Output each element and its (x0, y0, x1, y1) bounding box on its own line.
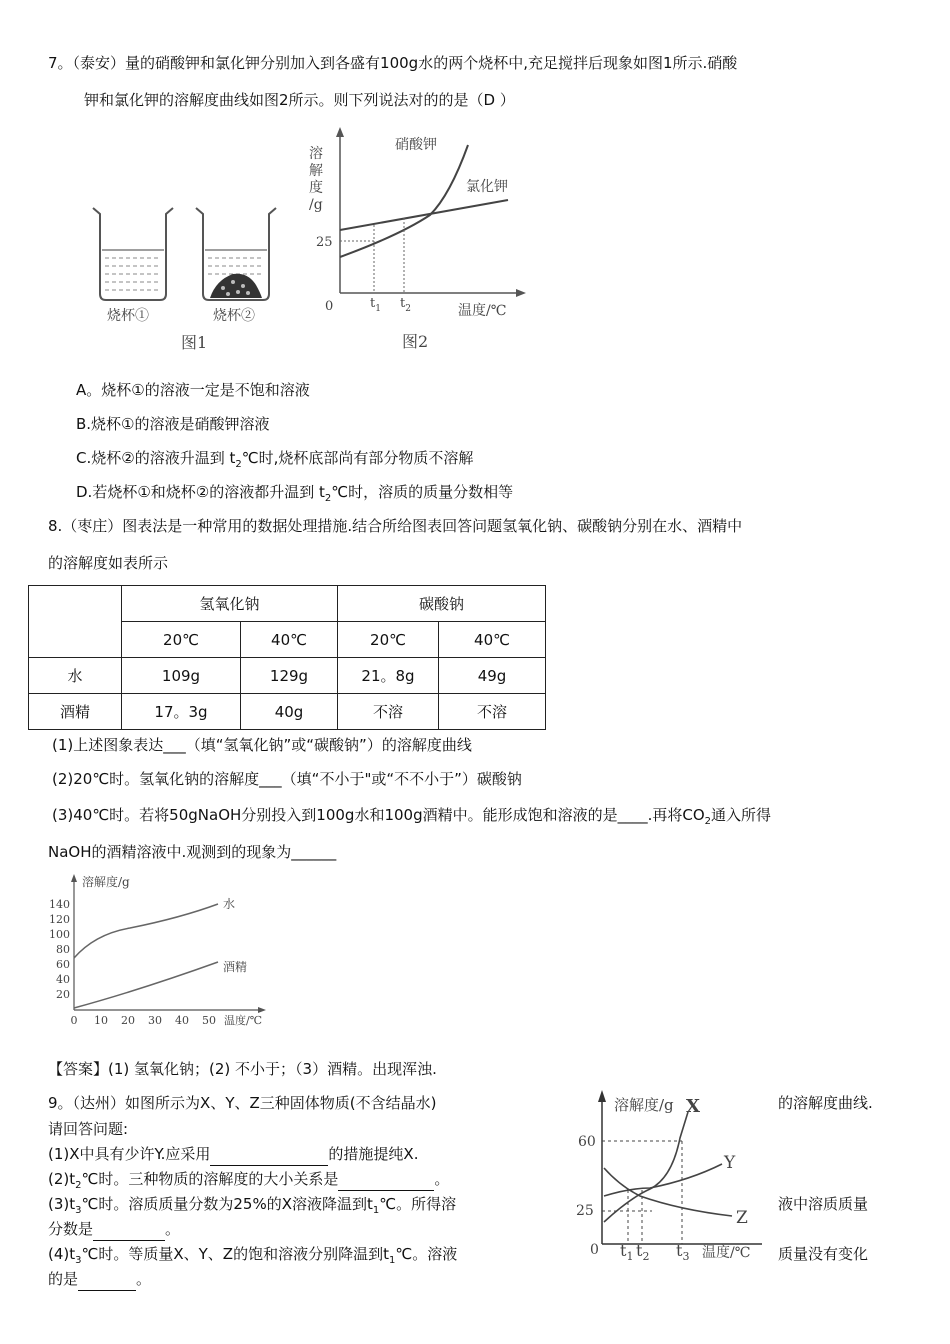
q7-option-a: A。烧杯①的溶液一定是不饱和溶液 (76, 381, 310, 399)
table-cell: 40g (241, 694, 338, 730)
figure2-caption: 图2 (402, 332, 429, 351)
q8-sub-question-2: (2)20℃时。氢氧化钠的溶解度___（填“不小于"或“不不小于”）碳酸钠 (52, 770, 522, 788)
beaker-2-label: 烧杯② (213, 308, 255, 324)
table-temp-header: 40℃ (439, 622, 546, 658)
y-tick: 80 (56, 943, 70, 956)
series-alcohol-label: 酒精 (223, 960, 248, 974)
table-cell: 不溶 (439, 694, 546, 730)
y-tick: 40 (56, 973, 70, 986)
table-cell: 129g (241, 658, 338, 694)
q9-sub-question-3: $(3)t_3℃$时。溶质质量分数为25%的X溶液降温到$t_1℃$。所得溶 (48, 1195, 457, 1216)
table-temp-header: 20℃ (338, 622, 439, 658)
q8-chart-xlabel: 温度/℃ (224, 1014, 263, 1027)
x-tick: 10 (94, 1014, 108, 1027)
fig2-y25: 25 (316, 235, 333, 250)
y-tick: 140 (49, 898, 70, 911)
q9-t1: $t_1$ (620, 1241, 634, 1263)
table-row (29, 658, 546, 694)
q7-option-d: D.若烧杯①和烧杯②的溶液都升温到 $t_2℃$时，溶质的质量分数相等 (76, 483, 514, 504)
q9-xlabel: 温度/℃ (702, 1245, 751, 1261)
x-tick: 50 (202, 1014, 216, 1027)
fig2-series-kcl-label: 氯化钾 (466, 179, 508, 195)
beaker-1-label: 烧杯① (107, 308, 149, 324)
q9-sub-question-4: $(4)t_3℃$时。等质量X、Y、Z的饱和溶液分别降温到$t_1℃$。溶液 (48, 1245, 458, 1266)
q9-origin: 0 (590, 1242, 599, 1258)
y-tick: 60 (56, 958, 70, 971)
figure1-caption: 图1 (181, 333, 208, 352)
q7-option-b: B.烧杯①的溶液是硝酸钾溶液 (76, 415, 270, 433)
table-temp-header: 40℃ (241, 622, 338, 658)
table-cell: 109g (122, 658, 241, 694)
fig2-t2: $t_2$ (400, 296, 411, 314)
fig2-ylabel-4: /g (309, 197, 323, 213)
q8-solubility-table (28, 585, 546, 730)
table-group-na2co3: 碳酸钠 (338, 586, 546, 622)
q9-y60: 60 (578, 1134, 596, 1150)
series-kno3-curve (340, 145, 468, 257)
table-row (29, 694, 546, 730)
table-cell: 49g (439, 658, 546, 694)
fig2-series-kno3-label: 硝酸钾 (395, 137, 437, 153)
q9-chart-ylabel: 溶解度/g (614, 1096, 674, 1114)
q9-sub-question-3-line2: 分数是 。 (48, 1218, 180, 1241)
table-row-label: 酒精 (29, 694, 122, 730)
y-axis-arrow-icon (336, 127, 344, 137)
series-alcohol-curve (74, 962, 218, 1008)
q8-sub-question-3: (3)40℃时。若将50gNaOH分别投入到100g水和100g酒精中。能形成饱和溶液的是____.再将$CO_2$通入所得 (52, 806, 772, 827)
table-cell: 不溶 (338, 694, 439, 730)
q7-figure2-chart (300, 125, 530, 355)
table-row-label: 水 (29, 658, 122, 694)
series-z-curve (604, 1168, 732, 1216)
y-tick: 120 (49, 913, 70, 926)
series-z-label: Z (736, 1208, 748, 1228)
q9-stem-line2: 请回答问题: (48, 1120, 129, 1138)
table-cell: 17。3g (122, 694, 241, 730)
q7-stem-line2: 钾和氯化钾的溶解度曲线如图2所示。则下列说法对的的是（D ） (84, 91, 515, 109)
series-x-label: X (686, 1096, 700, 1117)
table-temp-header: 20℃ (122, 622, 241, 658)
series-water-label: 水 (223, 897, 236, 911)
q9-sub-question-4-line2: 的是 。 (48, 1268, 151, 1291)
y-axis-arrow-icon (71, 874, 77, 882)
q8-sub-question-3-line2: NaOH的酒精溶液中.观测到的现象为______ (48, 843, 337, 861)
x-tick: 0 (70, 1014, 78, 1027)
x-tick: 20 (121, 1014, 135, 1027)
series-y-curve (604, 1164, 722, 1196)
q8-chart-ylabel: 溶解度/g (82, 875, 130, 889)
q9-t3: $t_3$ (676, 1241, 690, 1263)
fig2-ylabel-3: 度 (309, 180, 323, 196)
q8-solubility-chart (40, 872, 280, 1032)
y-axis-arrow-icon (598, 1090, 606, 1102)
fig2-t1: $t_1$ (370, 296, 381, 314)
q8-stem-line1: 8.（枣庄）图表法是一种常用的数据处理措施.结合所给图表回答问题氢氧化钠、碳酸钠分别在水、酒精中 (48, 517, 743, 535)
x-axis-arrow-icon (258, 1007, 266, 1013)
q9-sub-question-2: $(2)t_2℃$时。三种物质的溶解度的大小关系是 。 (48, 1170, 450, 1191)
series-y-label: Y (724, 1153, 736, 1173)
q7-stem-line1: 7。（泰安）量的硝酸钾和氯化钾分别加入到各盛有100g水的两个烧杯中,充足搅拌后现象如图1所示.硝酸 (48, 54, 738, 72)
q7-option-c: C.烧杯②的溶液升温到 $t_2℃$时,烧杯底部尚有部分物质不溶解 (76, 449, 474, 470)
series-kcl-line (340, 200, 508, 230)
q8-stem-line2: 的溶解度如表所示 (48, 554, 169, 572)
fig2-origin: 0 (325, 299, 334, 314)
y-tick: 100 (49, 928, 70, 941)
x-axis-arrow-icon (516, 289, 526, 297)
beaker-2-icon (196, 208, 276, 300)
table-corner-cell (29, 586, 122, 658)
fig2-xlabel: 温度/℃ (458, 303, 507, 319)
q9-sub-question-1: (1)X中具有少许Y.应采用 的措施提纯X. (48, 1143, 418, 1166)
q9-sub-question-3-right: 液中溶质质量 (778, 1195, 869, 1213)
series-water-curve (74, 904, 218, 958)
q8-sub-question-1: (1)上述图象表达___（填“氢氧化钠”或“碳酸钠”）的溶解度曲线 (52, 736, 472, 754)
table-cell: 21。8g (338, 658, 439, 694)
q9-stem-line1-right: 的溶解度曲线. (778, 1094, 873, 1112)
q9-t2: $t_2$ (636, 1241, 650, 1263)
fig2-ylabel-1: 溶 (309, 146, 323, 162)
beaker-1-icon (93, 208, 173, 300)
q9-stem-line1: 9。（达州）如图所示为X、Y、Z三种固体物质(不含结晶水) (48, 1094, 437, 1112)
x-tick: 40 (175, 1014, 189, 1027)
y-tick: 20 (56, 988, 70, 1001)
q9-sub-question-4-right: 质量没有变化 (778, 1245, 869, 1263)
fig2-ylabel-2: 解 (309, 163, 323, 179)
table-group-naoh: 氢氧化钠 (122, 586, 338, 622)
x-tick: 30 (148, 1014, 162, 1027)
q9-y25: 25 (576, 1203, 594, 1219)
q9-solubility-chart (570, 1086, 770, 1272)
q7-figure1-beakers (85, 200, 285, 355)
q8-answer: 【答案】(1) 氢氧化钠；(2) 不小于；（3）酒精。出现浑浊. (48, 1060, 437, 1078)
